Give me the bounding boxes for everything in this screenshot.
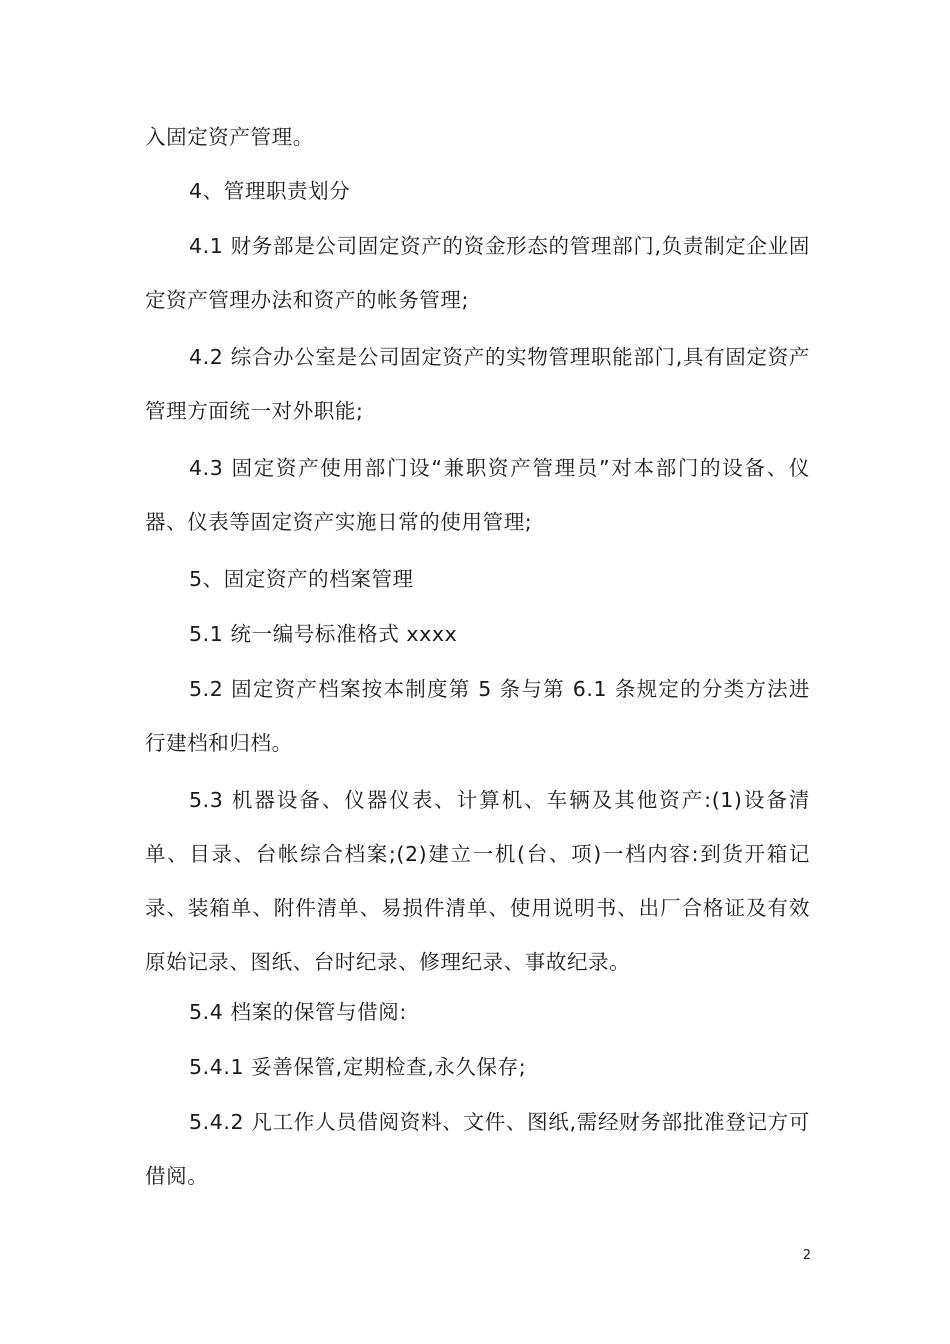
section-heading-4: 4、管理职责划分 [189,179,351,203]
page-number: 2 [802,1248,811,1263]
paragraph-5-3: 5.3 机器设备、仪器仪表、计算机、车辆及其他资产:(1)设备清单、目录、台帐综合档案;(2)建立一机(台、项)一档内容:到货开箱记录、装箱单、附件清单、易损件清单、使用说明书、出厂合格证及有效原始记录、图纸、台时纪录、修理纪录、事故纪录。 [145,788,810,974]
paragraph-5-4-2: 5.4.2 凡工作人员借阅资料、文件、图纸,需经财务部批准登记方可借阅。 [145,1110,810,1188]
paragraph-5-1: 5.1 统一编号标准格式 xxxx [189,622,458,646]
paragraph-continuation: 入固定资产管理。 [145,125,314,149]
paragraph-5-2: 5.2 固定资产档案按本制度第 5 条与第 6.1 条规定的分类方法进行建档和归档。 [145,677,810,755]
paragraph-5-4-1: 5.4.1 妥善保管,定期检查,永久保存; [189,1055,527,1079]
paragraph-4-1: 4.1 财务部是公司固定资产的资金形态的管理部门,负责制定企业固定资产管理办法和资产的帐务管理; [145,234,810,312]
paragraph-4-2: 4.2 综合办公室是公司固定资产的实物管理职能部门,具有固定资产管理方面统一对外职能; [145,345,810,423]
section-heading-5: 5、固定资产的档案管理 [189,567,414,591]
paragraph-5-4: 5.4 档案的保管与借阅: [189,1000,407,1024]
paragraph-4-3: 4.3 固定资产使用部门设“兼职资产管理员”对本部门的设备、仪器、仪表等固定资产实施日常的使用管理; [145,456,810,534]
